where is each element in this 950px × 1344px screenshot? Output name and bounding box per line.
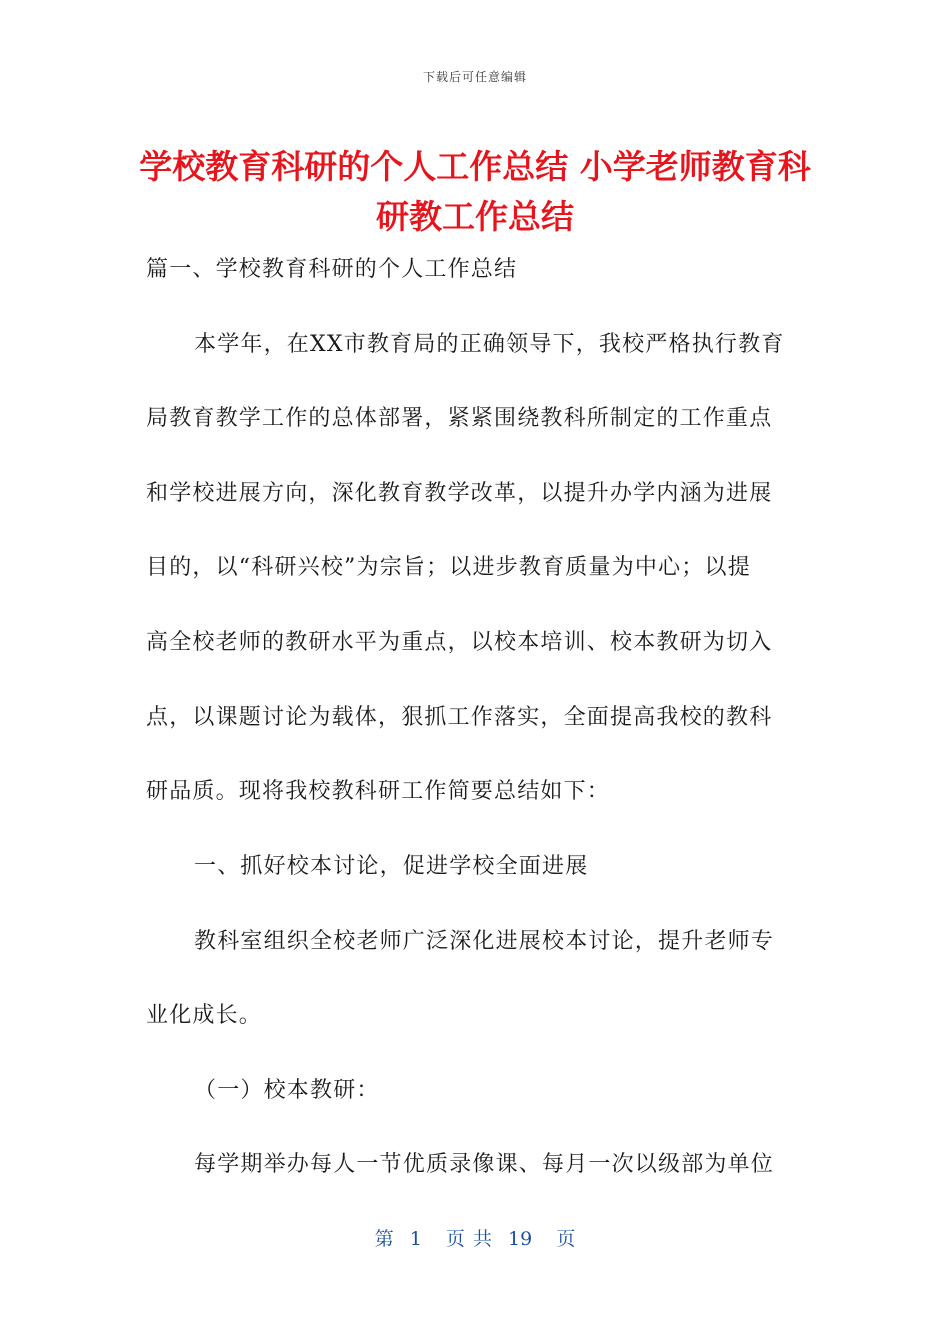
paragraph-line: 和学校进展方向，深化教育教学改革，以提升办学内涵为进展 [146,481,773,506]
document-title: 学校教育科研的个人工作总结 小学老师教育科研教工作总结 [139,147,811,236]
section-heading: 篇一、学校教育科研的个人工作总结 [146,257,518,282]
header-note: 下载后可任意编辑 [422,70,527,84]
paragraph-line: 研品质。现将我校教科研工作简要总结如下： [146,779,611,804]
paragraph-line: 目的，以“科研兴校”为宗旨；以进步教育质量为中心；以提 [146,555,751,580]
subsection-heading: 一、抓好校本讨论，促进学校全面进展 [194,854,589,879]
paragraph-line: 教科室组织全校老师广泛深化进展校本讨论，提升老师专 [194,929,775,954]
paragraph-line: 每学期举办每人一节优质录像课、每月一次以级部为单位 [194,1152,775,1177]
paragraph-line: 高全校老师的教研水平为重点，以校本培训、校本教研为切入 [146,630,773,655]
paragraph-line: 点，以课题讨论为载体，狠抓工作落实，全面提高我校的教科 [146,705,773,730]
paragraph-line: 局教育教学工作的总体部署，紧紧围绕教科所制定的工作重点 [146,406,773,431]
subsection-heading: （一）校本教研： [194,1078,380,1103]
paragraph-line: 本学年，在XX市教育局的正确领导下，我校严格执行教育 [194,332,785,357]
page-footer: 第 1 页 共 19 页 [374,1228,576,1250]
paragraph-line: 业化成长。 [146,1003,263,1028]
